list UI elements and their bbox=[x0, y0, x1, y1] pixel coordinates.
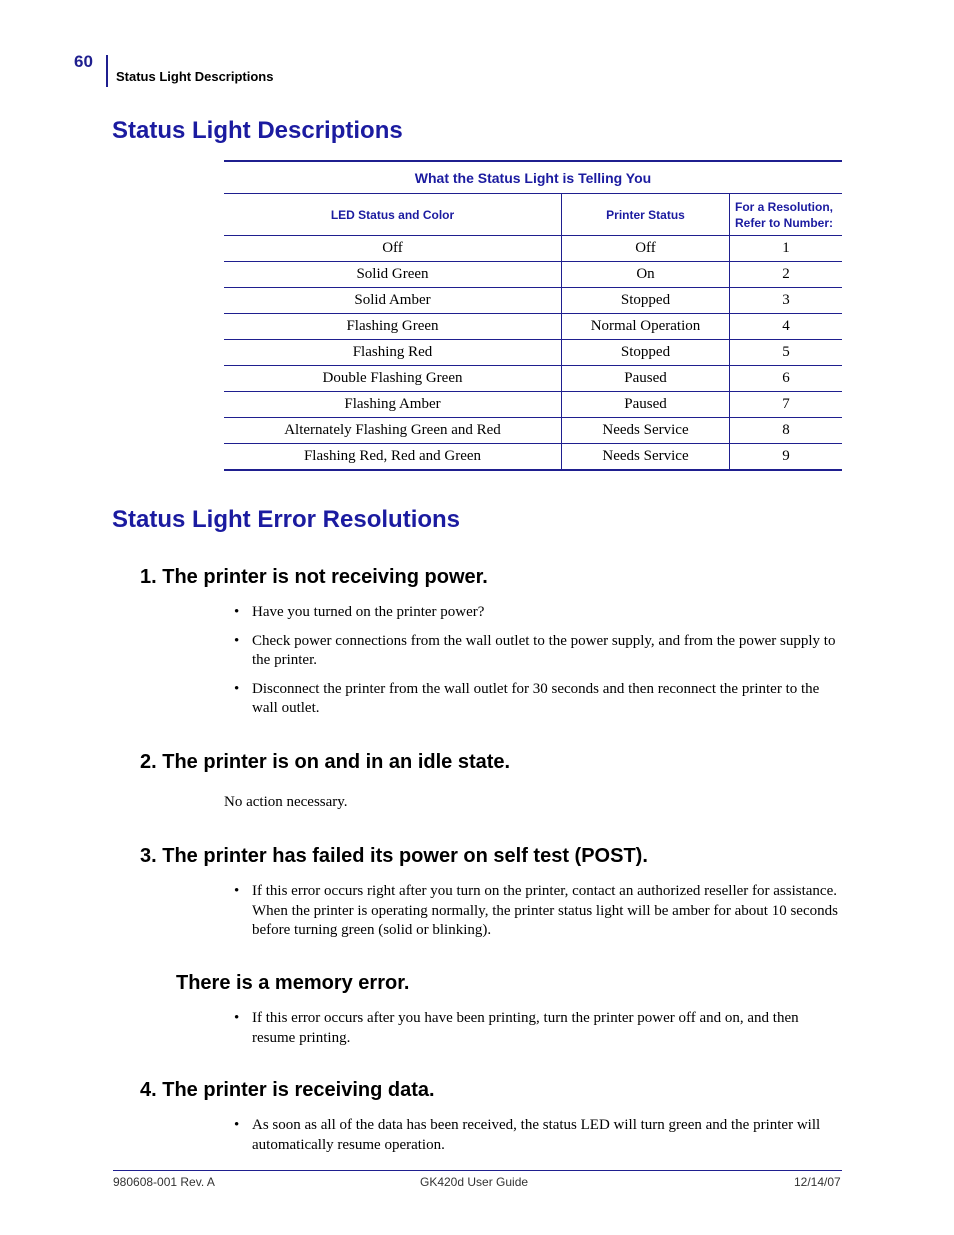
bullet-text: If this error occurs after you have been printing, turn the printer power off and on, and then resume printing. bbox=[252, 1010, 799, 1046]
cell-led-status: Off bbox=[224, 236, 562, 262]
cell-resolution-number: 7 bbox=[730, 392, 843, 418]
table-row bbox=[224, 288, 842, 314]
cell-printer-status: Stopped bbox=[562, 340, 730, 366]
cell-resolution-number: 9 bbox=[782, 448, 790, 464]
cell-printer-status: Off bbox=[562, 236, 730, 262]
footer-document-number: 980608-001 Rev. A bbox=[113, 1175, 215, 1189]
cell-resolution-number: 8 bbox=[730, 418, 843, 444]
resolution-1-bullets bbox=[234, 603, 842, 728]
list-item bbox=[234, 680, 842, 719]
memory-error-heading: There is a memory error. bbox=[176, 972, 410, 994]
cell-resolution-number: 2 bbox=[730, 262, 843, 288]
section-title-status-light-descriptions: Status Light Descriptions bbox=[112, 117, 403, 144]
bullet-text: As soon as all of the data has been received, the status LED will turn green and the printer will automatically resume operation. bbox=[252, 1117, 821, 1153]
resolution-2-text: No action necessary. bbox=[224, 794, 348, 810]
cell-led-status: Flashing Green bbox=[224, 314, 562, 340]
table-row bbox=[224, 418, 842, 444]
running-head: Status Light Descriptions bbox=[116, 69, 274, 84]
bullet-icon: • bbox=[234, 883, 240, 899]
table-row bbox=[224, 262, 842, 288]
table-row bbox=[224, 444, 842, 471]
cell-led-status: Flashing Amber bbox=[224, 392, 562, 418]
bullet-text: Check power connections from the wall outlet to the power supply, and from the power supply to the printer. bbox=[252, 632, 836, 668]
list-item bbox=[234, 603, 842, 623]
bullet-text: If this error occurs right after you turn on the printer, contact an authorized reseller for assistance. When the printer is operating normally, the printer status light will be amber for about 10 seconds before turning green (solid or blinking). bbox=[252, 883, 838, 938]
cell-printer-status: Paused bbox=[562, 392, 730, 418]
cell-led-status: Solid Green bbox=[224, 262, 562, 288]
bullet-text: Have you turned on the printer power? bbox=[252, 604, 485, 620]
resolution-3-bullets bbox=[234, 882, 842, 950]
cell-printer-status: Needs Service bbox=[562, 444, 730, 471]
cell-led-status: Alternately Flashing Green and Red bbox=[224, 418, 562, 444]
table-caption: What the Status Light is Telling You bbox=[224, 161, 842, 194]
list-item bbox=[234, 1009, 842, 1048]
header-divider bbox=[106, 55, 108, 87]
bullet-icon: • bbox=[234, 1117, 240, 1133]
column-header-resolution-line-1: For a Resolution, bbox=[735, 199, 834, 214]
table-row bbox=[224, 392, 842, 418]
resolution-heading-3: 3. The printer has failed its power on self test (POST). bbox=[140, 845, 648, 867]
cell-printer-status: Normal Operation bbox=[562, 314, 730, 340]
cell-led-status: Flashing Red, Red and Green bbox=[224, 444, 562, 471]
footer-guide-title: GK420d User Guide bbox=[420, 1175, 529, 1189]
memory-error-bullets bbox=[234, 1009, 842, 1057]
list-item bbox=[234, 632, 842, 671]
cell-led-status: Solid Amber bbox=[224, 288, 562, 314]
column-header-resolution-number bbox=[730, 194, 843, 236]
cell-led-status: Flashing Red bbox=[224, 340, 562, 366]
cell-resolution-number: 4 bbox=[730, 314, 843, 340]
cell-led-status: Double Flashing Green bbox=[224, 366, 562, 392]
bullet-icon: • bbox=[234, 632, 240, 649]
cell-printer-status: Needs Service bbox=[562, 418, 730, 444]
resolution-4-bullets bbox=[234, 1116, 842, 1164]
cell-printer-status: On bbox=[562, 262, 730, 288]
cell-resolution-number: 5 bbox=[730, 340, 843, 366]
resolution-heading-1: 1. The printer is not receiving power. bbox=[140, 566, 488, 588]
table-row bbox=[224, 236, 842, 262]
footer-divider bbox=[113, 1170, 842, 1171]
resolution-heading-4: 4. The printer is receiving data. bbox=[140, 1079, 435, 1101]
bullet-icon: • bbox=[234, 604, 240, 620]
table-row bbox=[224, 366, 842, 392]
resolution-heading-2: 2. The printer is on and in an idle state. bbox=[140, 751, 511, 773]
cell-printer-status: Stopped bbox=[562, 288, 730, 314]
cell-resolution-number: 3 bbox=[730, 288, 843, 314]
bullet-text: Disconnect the printer from the wall outlet for 30 seconds and then reconnect the printer to the wall outlet. bbox=[252, 680, 820, 716]
section-title-error-resolutions: Status Light Error Resolutions bbox=[112, 506, 461, 533]
bullet-icon: • bbox=[234, 1010, 240, 1026]
bullet-icon: • bbox=[234, 680, 240, 697]
status-light-table bbox=[224, 160, 842, 471]
table-row bbox=[224, 340, 842, 366]
cell-resolution-number: 6 bbox=[730, 366, 843, 392]
column-header-printer-status: Printer Status bbox=[562, 194, 730, 236]
list-item bbox=[234, 882, 842, 941]
cell-printer-status: Paused bbox=[562, 366, 730, 392]
cell-resolution-number: 1 bbox=[730, 236, 843, 262]
column-header-led-status: LED Status and Color bbox=[224, 194, 562, 236]
list-item bbox=[234, 1116, 842, 1155]
page-number: 60 bbox=[74, 52, 93, 71]
column-header-resolution-line-2: Refer to Number: bbox=[735, 215, 834, 230]
table-row bbox=[224, 314, 842, 340]
footer-date: 12/14/07 bbox=[794, 1175, 841, 1189]
